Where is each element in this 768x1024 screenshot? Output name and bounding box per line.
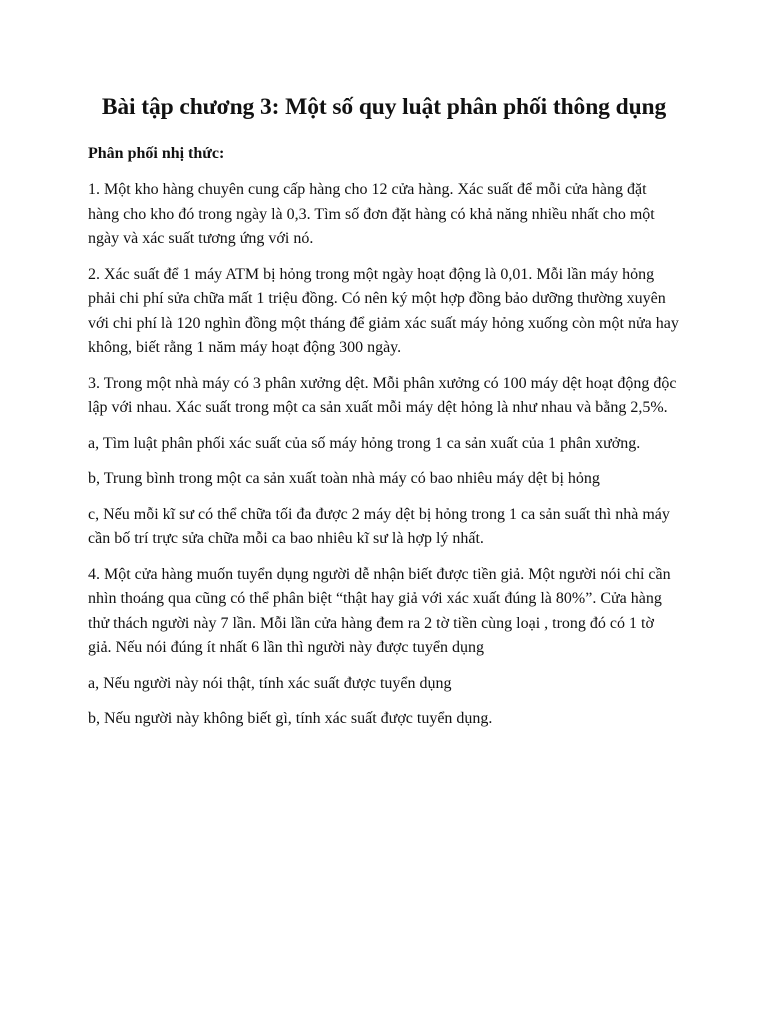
section-heading: Phân phối nhị thức: xyxy=(88,145,225,162)
exercise-4a: a, Nếu người này nói thật, tính xác suất được tuyển dụng xyxy=(88,674,452,692)
exercise-1: 1. Một kho hàng chuyên cung cấp hàng cho 12 cửa hàng. Xác suất để mỗi cửa hàng đặt hàng cho kho đó trong ngày là 0,3. Tìm số đơn đặt hàng có khả năng nhiều nhất cho một ngày và xác suất tương ứng với nó. xyxy=(88,181,655,247)
page-title: Bài tập chương 3: Một số quy luật phân phối thông dụng xyxy=(101,94,667,120)
exercise-2: 2. Xác suất để 1 máy ATM bị hỏng trong một ngày hoạt động là 0,01. Mỗi lần máy hỏng phải chi phí sửa chữa mất 1 triệu đồng. Có nên ký một hợp đồng bảo dưỡng thường xuyên với chi phí là 120 nghìn đồng một tháng để giảm xác suất máy hỏng xuống còn một nửa hay không, biết rằng 1 năm máy hoạt động 300 ngày. xyxy=(88,265,679,356)
exercise-4: 4. Một cửa hàng muốn tuyển dụng người dễ nhận biết được tiền giả. Một người nói chỉ cần nhìn thoáng qua cũng có thể phân biệt “thật hay giả với xác xuất đúng là 80%”. Cửa hàng thử thách người này 7 lần. Mỗi lần cửa hàng đem ra 2 tờ tiền cùng loại , trong đó có 1 tờ giả. Nếu nói đúng ít nhất 6 lần thì người này được tuyển dụng xyxy=(88,565,671,656)
exercise-3c: c, Nếu mỗi kĩ sư có thể chữa tối đa được 2 máy dệt bị hỏng trong 1 ca sản suất thì nhà máy cần bố trí trực sửa chữa mỗi ca bao nhiêu kĩ sư là hợp lý nhất. xyxy=(88,505,670,547)
exercise-3b: b, Trung bình trong một ca sản xuất toàn nhà máy có bao nhiêu máy dệt bị hỏng xyxy=(88,470,600,487)
exercise-4b: b, Nếu người này không biết gì, tính xác suất được tuyển dụng. xyxy=(88,710,493,727)
exercise-3: 3. Trong một nhà máy có 3 phân xưởng dệt. Mỗi phân xưởng có 100 máy dệt hoạt động độc lập với nhau. Xác suất trong một ca sản xuất mỗi máy dệt hỏng là như nhau và bằng 2,5%. xyxy=(88,374,677,416)
exercise-3a: a, Tìm luật phân phối xác suất của số máy hỏng trong 1 ca sản xuất của 1 phân xưởng. xyxy=(88,434,641,452)
